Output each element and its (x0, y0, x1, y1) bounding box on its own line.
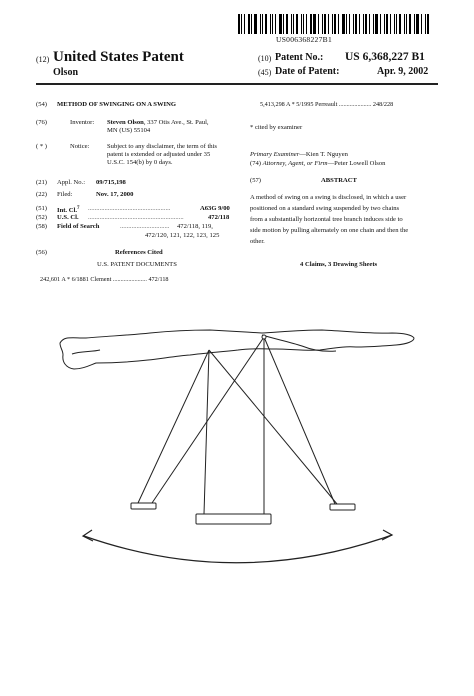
abstract-line-2: positioned on a standard swing suspended by two chains (250, 205, 400, 212)
attorney-label: Attorney, Agent, or Firm (262, 160, 328, 167)
abstract-line-1: A method of swing on a swing is disclosed, in which a user (250, 194, 407, 201)
uscl-code: (52) (36, 214, 47, 221)
inventor-label: Inventor: (70, 119, 95, 126)
inventor-code: (76) (36, 119, 47, 126)
chain-lines (138, 337, 337, 514)
uscl-value: 472/118 (208, 214, 230, 221)
intcl-label-text: Int. Cl. (57, 207, 77, 215)
abstract-line-3: from a substantially horizontal tree branch induces side to (250, 216, 403, 223)
field-value-2: 472/120, 121, 122, 123, 125 (145, 232, 220, 239)
filed-value: Nov. 17, 2000 (96, 191, 134, 198)
references-cited-heading: References Cited (115, 249, 163, 256)
patent-title-banner: United States Patent (53, 49, 184, 65)
inventor-address-line-2: MN (US) 55104 (107, 127, 151, 134)
inventor-name: Steven Olson (107, 119, 144, 126)
notice-line-3: U.S.C. 154(b) by 0 days. (107, 159, 173, 166)
patent-no-code: (10) (258, 54, 272, 63)
tree-branch-icon (60, 330, 414, 369)
claims-summary: 4 Claims, 3 Drawing Sheets (300, 261, 378, 268)
field-label: Field of Search (57, 223, 100, 230)
notice-line-2: patent is extended or adjusted under 35 (107, 151, 211, 158)
field-leader: .............................. (120, 223, 170, 230)
inventor-surname: Olson (53, 67, 79, 78)
abstract-code: (57) (250, 177, 261, 184)
appl-value: 09/715,198 (96, 179, 126, 186)
field-value-1: 472/118, 119, (177, 223, 213, 230)
uscl-leader: .......................................................... (88, 214, 184, 221)
intcl-leader: .................................................. (88, 205, 171, 212)
abstract-line-4: side motion by pulling alternately on one chain and then the (250, 227, 409, 234)
abstract-line-5: other. (250, 238, 265, 245)
cited-by-examiner-note: * cited by examiner (250, 124, 303, 131)
field-code: (58) (36, 223, 47, 230)
intcl-code: (51) (36, 205, 47, 212)
chain-hook-icon (262, 335, 266, 339)
swing-seat-icon (131, 503, 355, 524)
date-label: Date of Patent: (275, 66, 340, 77)
inventor-address-line-1: , 337 Otis Ave., St. Paul, (143, 119, 209, 126)
invention-title: METHOD OF SWINGING ON A SWING (57, 101, 177, 108)
attorney-name: —Peter Lowell Olson (327, 160, 386, 167)
kind-code: (12) (36, 55, 50, 64)
filed-code: (22) (36, 191, 47, 198)
notice-label: Notice: (70, 143, 90, 150)
attorney-code: (74) (250, 160, 261, 167)
intcl-value: A63G 9/00 (200, 205, 230, 212)
refs-code: (56) (36, 249, 47, 256)
appl-code: (21) (36, 179, 47, 186)
date-value: Apr. 9, 2002 (377, 66, 429, 77)
notice-line-1: Subject to any disclaimer, the term of this (107, 143, 217, 150)
appl-label: Appl. No.: (57, 179, 86, 186)
reference-row: 242,601 A * 6/1881 Clement ...................... 472/118 (40, 276, 169, 283)
primary-examiner-name: —Kien T. Nguyen (299, 151, 348, 158)
uscl-label: U.S. Cl. (57, 214, 79, 221)
title-code: (54) (36, 101, 47, 108)
reference-row: 5,413,298 A * 5/1995 Perreault ..................... 248/228 (260, 101, 394, 108)
abstract-heading: ABSTRACT (321, 177, 357, 184)
patent-no-label: Patent No.: (275, 52, 324, 63)
intcl-superscript: 7 (76, 206, 80, 211)
document-number: US006368227B1 (276, 35, 332, 44)
primary-examiner-label: Primary Examiner (250, 151, 300, 158)
filed-label: Filed: (57, 191, 73, 198)
patent-no-value: US 6,368,227 B1 (345, 51, 425, 63)
date-code: (45) (258, 68, 272, 77)
motion-arc-arrow-icon (83, 530, 392, 563)
us-patent-documents-heading: U.S. PATENT DOCUMENTS (97, 261, 177, 268)
notice-code: ( * ) (36, 143, 47, 150)
